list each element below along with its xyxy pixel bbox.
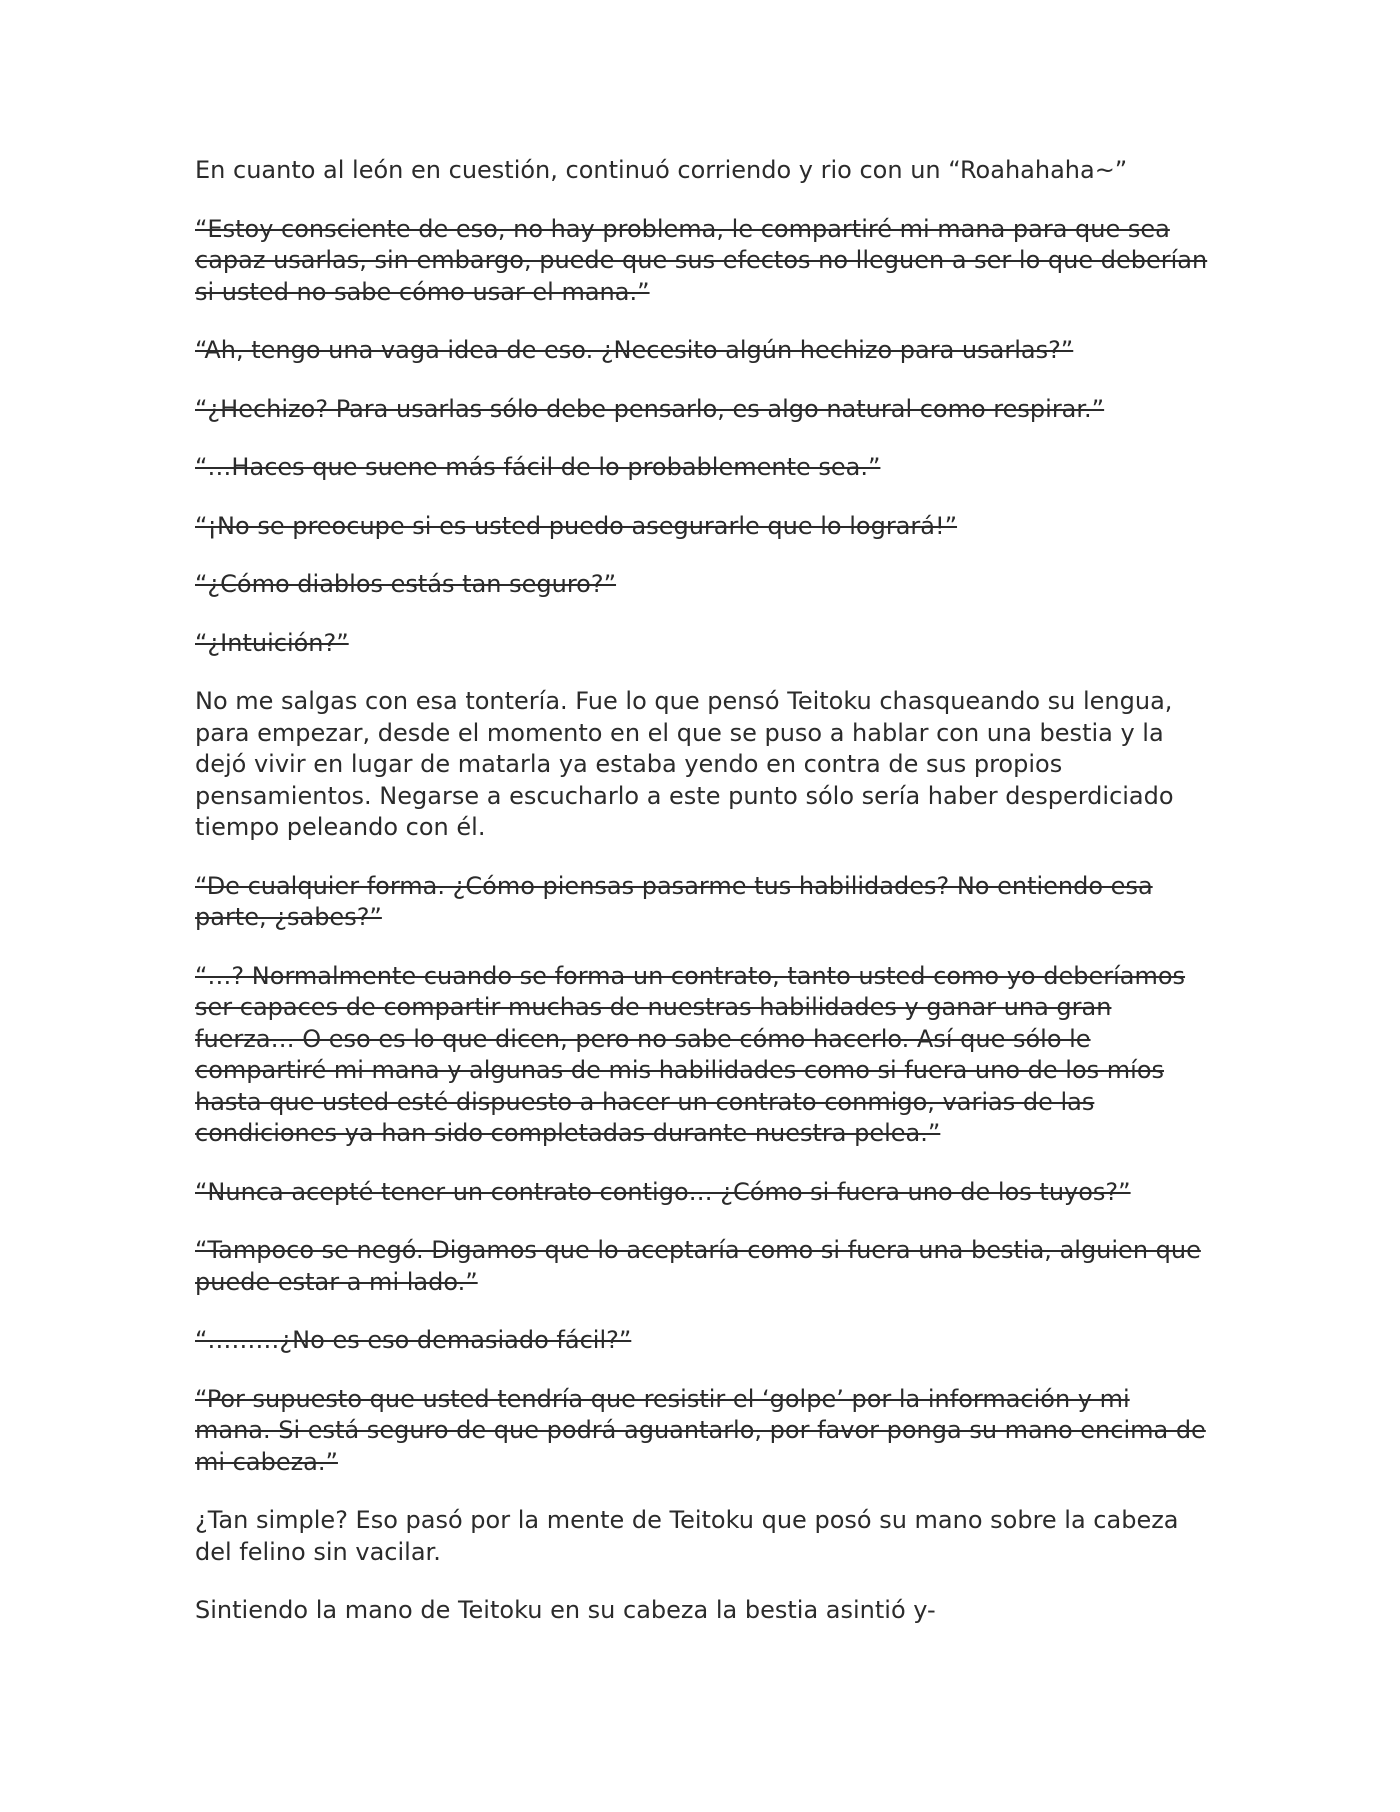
paragraph-dialogue-struck: “…? Normalmente cuando se forma un contrato, tanto usted como yo deberíamos ser capaces de compartir muchas de nuestras habilidades y ganar una gran fuerza… O eso es lo que dicen, pero no sabe cómo hacerlo. Así que sólo le compartiré mi mana y algunas de mis habilidades como si fuera uno de los míos hasta que usted esté dispuesto a hacer un contrato conmigo, varias de las condiciones ya han sido completadas durante nuestra pelea.” (195, 961, 1186, 1147)
paragraph-dialogue-struck: “Nunca acepté tener un contrato contigo… ¿Cómo si fuera uno de los tuyos?” (195, 1177, 1131, 1206)
document-body (195, 155, 1211, 1654)
paragraph-narration: No me salgas con esa tontería. Fue lo que pensó Teitoku chasqueando su lengua, para empezar, desde el momento en el que se puso a hablar con una bestia y la dejó vivir en lugar de matarla ya estaba yendo en contra de sus propios pensamientos. Negarse a escucharlo a este punto sólo sería haber desperdiciado tiempo peleando con él. (195, 687, 1174, 841)
paragraph-dialogue-struck: “………¿No es eso demasiado fácil?” (195, 1326, 632, 1354)
paragraph-dialogue-struck: “De cualquier forma. ¿Cómo piensas pasarme tus habilidades? No entiendo esa parte, ¿sabes?” (195, 871, 1153, 931)
paragraph-dialogue-struck: “…Haces que suene más fácil de lo probablemente sea.” (195, 453, 881, 481)
paragraph-narration: Sintiendo la mano de Teitoku en su cabeza la bestia asintió y- (195, 1596, 936, 1624)
paragraph-dialogue-struck: “¿Cómo diablos estás tan seguro?” (195, 570, 617, 598)
paragraph-narration: En cuanto al león en cuestión, continuó corriendo y rio con un “Roahahaha~” (195, 156, 1128, 184)
paragraph-dialogue-struck: “Tampoco se negó. Digamos que lo aceptaría como si fuera una bestia, alguien que puede estar a mi lado.” (195, 1236, 1201, 1296)
paragraph-narration: ¿Tan simple? Eso pasó por la mente de Teitoku que posó su mano sobre la cabeza del felino sin vacilar. (195, 1506, 1179, 1566)
paragraph-dialogue-struck: “Estoy consciente de eso, no hay problema, le compartiré mi mana para que sea capaz usarlas, sin embargo, puede que sus efectos no lleguen a ser lo que deberían si usted no sabe cómo usar el mana.” (195, 214, 1208, 306)
paragraph-dialogue-struck: “¿Intuición?” (195, 628, 349, 657)
paragraph-dialogue-struck: “¿Hechizo? Para usarlas sólo debe pensarlo, es algo natural como respirar.” (195, 394, 1105, 423)
paragraph-dialogue-struck: “Ah, tengo una vaga idea de eso. ¿Necesito algún hechizo para usarlas?” (195, 336, 1074, 364)
paragraph-dialogue-struck: “Por supuesto que usted tendría que resistir el ‘golpe’ por la información y mi mana. Si está seguro de que podrá aguantarlo, por favor ponga su mano encima de mi cabeza.” (195, 1384, 1206, 1476)
paragraph-dialogue-struck: “¡No se preocupe si es usted puedo asegurarle que lo logrará!” (195, 511, 958, 540)
